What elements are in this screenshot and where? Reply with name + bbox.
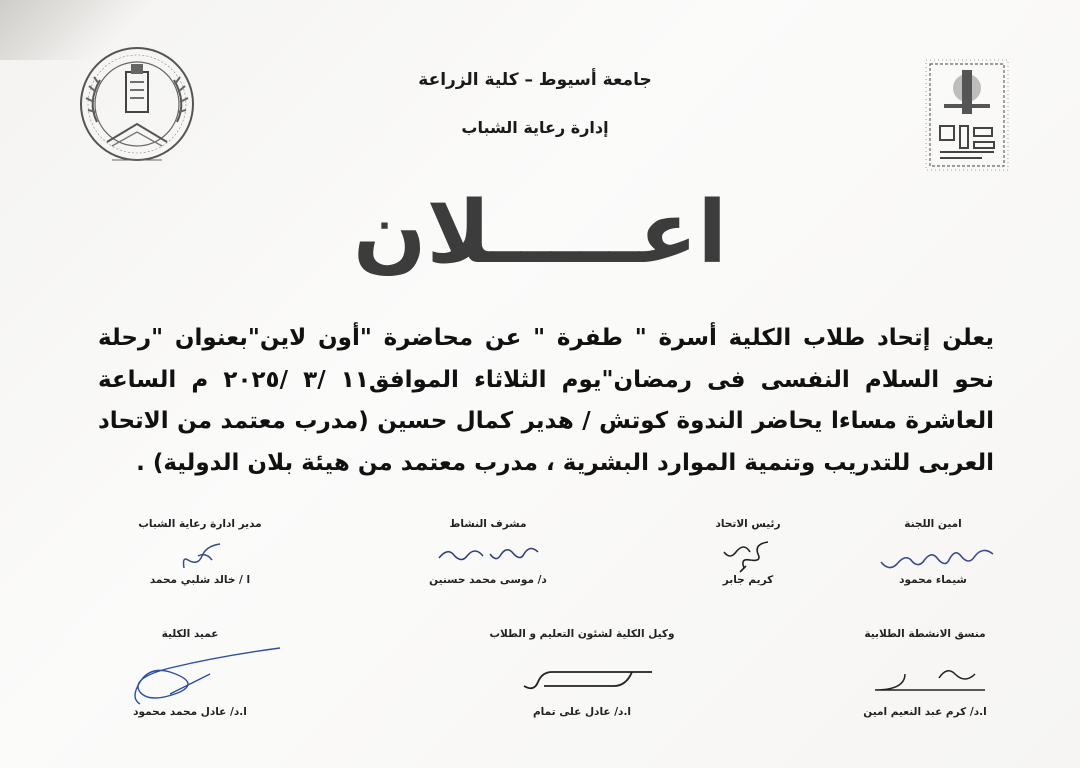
signature-name: ا.د/ عادل محمد محمود (133, 706, 247, 718)
signature-name: ا.د/ كرم عبد النعيم امين (863, 706, 987, 718)
signature-role: مدير ادارة رعاية الشباب (138, 518, 262, 530)
signature-block-dean (70, 628, 310, 718)
signature-block-union-president (628, 518, 868, 586)
signature-block-activities-coordinator (805, 628, 1045, 718)
signature-name: كريم جابر (722, 574, 774, 586)
signature-role: مشرف النشاط (449, 518, 527, 530)
signature-role: رئيس الاتحاد (715, 518, 781, 530)
signature-role: وكيل الكلية لشئون التعليم و الطلاب (489, 628, 675, 640)
handwritten-signature (90, 644, 290, 706)
handwritten-signature (863, 534, 1003, 574)
signature-role: امين اللجنة (904, 518, 962, 530)
signature-name: ا / خالد شلبي محمد (149, 574, 251, 586)
announcement-body: يعلن إتحاد طلاب الكلية أسرة " طفرة " عن محاضرة "أون لاين"بعنوان "رحلة نحو السلام النفسى فى رمضان"يوم الثلاثاء الموافق١١ /٣ /٢٠٢٥ م الساعة العاشرة مساءا يحاضر الندوة كوتش / هدير كمال حسين (مدرب معتمد من الاتحاد العربى للتدريب وتنمية الموارد البشرية ، مدرب معتمد من هيئة بلان الدولية) . (98, 325, 994, 476)
signature-name: شيماء محمود (899, 574, 967, 586)
signature-block-vice-dean (462, 628, 702, 718)
signature-block-youth-care-director (80, 518, 320, 586)
university-faculty-heading: جامعة أسيوط – كلية الزراعة (418, 70, 652, 90)
signature-role: عميد الكلية (161, 628, 219, 640)
signature-name: د/ موسى محمد حسنين (429, 574, 547, 586)
signature-role: منسق الانشطة الطلابية (864, 628, 986, 640)
university-seal-icon (72, 42, 202, 172)
signature-block-activity-supervisor (368, 518, 608, 586)
signature-name: ا.د/ عادل على تمام (532, 706, 632, 718)
handwritten-signature (423, 534, 553, 574)
handwritten-signature (492, 644, 672, 706)
handwritten-signature (845, 644, 1005, 706)
handwritten-signature (160, 534, 240, 574)
handwritten-signature (698, 534, 798, 574)
department-heading: إدارة رعاية الشباب (461, 118, 609, 137)
announcement-title: اعـــــلان (353, 183, 727, 283)
